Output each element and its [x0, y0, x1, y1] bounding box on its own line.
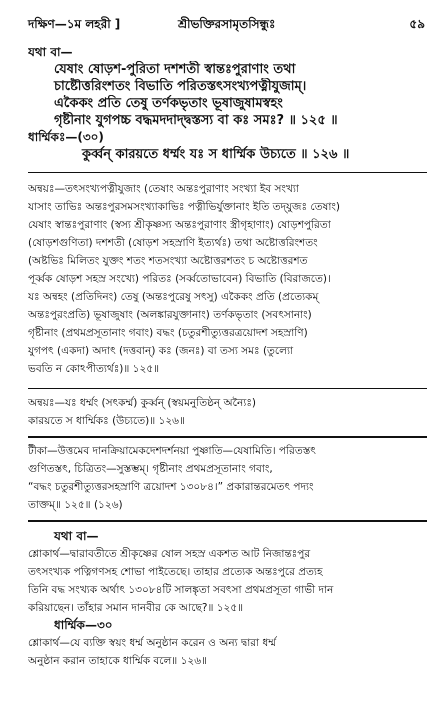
translation-line: তৎসংখ্যক পত্নিগণসহ শোভা পাইতেছে। তাহার প্রত্যেক অন্তঃপুরে প্রত্যহ	[28, 566, 323, 578]
anvaya-line: অন্বয়ঃ—তৎসংখ্যপত্নীযুজাং (তেষাং অন্তঃপুরাণাং সংখ্যা ইব সংখ্যা	[28, 183, 299, 195]
tika-line: গুণিতস্তৎ, চিত্রিতং—সুস্তম্ভম্। গৃষ্টীনাং প্রথমপ্রসূতানাং গবাং,	[28, 463, 273, 475]
dharmika-verse: কুর্ব্বন্ কারয়তে ধর্ম্মং যঃ স ধার্ম্মিক উচ্যতে ॥ ১২৬ ॥	[82, 147, 350, 162]
anvaya-line: পূর্ব্বক ষোড়শ সহস্র সংখ্যে) পরিতঃ (সর্ব্বতোভাবেন) বিভাতি (বিরাজতে)।	[28, 273, 331, 285]
divider	[28, 520, 427, 522]
tika-line: টীকা—উত্তমেব দানক্রিয়ামেকদেশদর্শনয়া পুষ্ণাতি—যেষামিতি। পরিতস্তৎ	[28, 445, 316, 457]
translation-block	[28, 528, 427, 670]
tika-line: “বদ্ধং চতুরশীত্যুত্তরসহস্রাণি ত্রয়োদশ ১৩০৮৪।” প্রকারান্তরমেতৎ পদ্যং	[28, 481, 314, 493]
translation-line: শ্লোকার্থ—দ্বারাবতীতে শ্রীকৃষ্ণের ষোল সহস্র একশত আট নিজান্তঃপুর	[28, 548, 311, 560]
anvaya-line: কারয়তে স ধার্ম্মিকঃ (উচ্যতে)॥ ১২৬॥	[28, 415, 185, 427]
divider	[28, 436, 427, 438]
verse-label: যথা বা—	[28, 45, 73, 59]
dharmika-heading: ধার্ম্মিক—৩০	[54, 618, 113, 632]
page-number: ৫৯	[409, 17, 425, 31]
translation-line: অনুষ্ঠান করান তাহাকে ধার্ম্মিক বলে॥ ১২৬॥	[28, 655, 207, 667]
verse-line: যেষাং ষোড়শ-পুরিতা দশশতী স্বান্তঃপুরাণাং তথা	[54, 62, 296, 77]
verse-line: গৃষ্টীনাং যুগপচ্চ বদ্ধমদদাদ্দ্বস্তস্য বা কঃ সমঃ? ॥ ১২৫ ॥	[54, 113, 338, 128]
anvaya-line: ভবতি ন কোঽপীত্যর্থঃ)॥ ১২৫॥	[28, 363, 160, 375]
translation-line: শ্লোকার্থ—যে ব্যক্তি স্বয়ং ধর্ম্ম অনুষ্ঠান করেন ও অন্য দ্বারা ধর্ম্ম	[28, 637, 277, 649]
dharmika-label: ধার্ম্মিকঃ—(৩০)	[28, 130, 104, 144]
anvaya-line: যেষাং স্বান্তঃপুরাণাং (স্বস্য শ্রীকৃষ্ণস্য অন্তঃপুরাণাং স্ত্রীগৃহাণাং) ষোড়শপুরিতা	[28, 219, 331, 231]
translation-line: করিয়াছেন। তাঁহার সমান দানবীর কে আছে?॥ ১২৫॥	[28, 602, 244, 614]
tika-commentary	[28, 442, 427, 514]
verse-line: চাষ্টৌত্তরিংশতং বিভাতি পরিতস্তৎসংখ্যপত্নীযুজাম্।	[54, 79, 307, 94]
anvaya-line: অন্বয়ঃ—যঃ ধর্ম্মং (সৎকর্ম্ম) কুর্ব্বন্ (স্বয়মনুতিষ্ঠন্ অন্যৈঃ)	[28, 397, 257, 409]
translation-line: তিনি বদ্ধ সংখ্যক অর্থাৎ ১৩০৮৪টি সালঙ্কৃতা সবৎসা প্রথমপ্রসূতা গাভী দান	[28, 584, 334, 596]
tika-line: তাক্তম্॥ ১২৫॥ (১২৬)	[28, 499, 123, 511]
anvaya-line: অন্তঃপুরংপ্রতি) ভূষাজুষাং (অলঙ্কারযুক্তানাং) তর্ণকভৃতাং (সবৎসানাং)	[28, 309, 312, 321]
anvaya-line: গৃষ্টীনাং (প্রথমপ্রসূতানাং গবাং) বদ্ধং (চতুরশীত্যুত্তরত্রয়োদশ সহস্রাণি)	[28, 327, 308, 339]
divider	[28, 388, 427, 389]
anvaya-line: যঃ অন্বহং (প্রতিদিনং) তেষু (অন্তঃপুরেষু সৎসু) একৈকং প্রতি (প্রত্যেকম্	[28, 291, 319, 303]
header-title: শ্রীভক্তিরসামৃতসিন্ধুঃ	[178, 17, 276, 31]
verse-line: একৈকং প্রতি তেষু তর্ণকভৃতাং ভূষাজুষামস্বহং	[54, 96, 283, 111]
divider	[28, 172, 427, 173]
anvaya-126	[28, 394, 427, 430]
anvaya-line: যুগপৎ (একদা) অদাৎ (দত্তবান্) কঃ (জনঃ) বা তস্য সমঃ (তুল্যো	[28, 345, 294, 357]
header-chapter: দক্ষিণ—১ম লহরী ]	[28, 17, 121, 31]
anvaya-line: (অষ্টভিঃ মিলিতং যুক্তং শতং শতসংখ্যা অষ্টোত্তরশতং চ অষ্টোত্তরশত	[28, 255, 308, 267]
anvaya-125	[28, 180, 427, 378]
anvaya-line: যাসাং তাভিঃ অন্তঃপুরসমসংখ্যাকাভিঃ পত্নীভির্যুক্তানাং ইতি তদ্‌যুজঃ তেষাং)	[28, 201, 340, 213]
anvaya-line: (ষোড়শগুণিতা) দশশতী (ষোড়শ সহস্রাণি ইত্যর্থঃ) তথা অষ্টোত্তরিংশতং	[28, 237, 318, 249]
running-header	[28, 16, 425, 34]
verse-block	[28, 44, 427, 163]
translation-label: যথা বা—	[54, 529, 99, 543]
